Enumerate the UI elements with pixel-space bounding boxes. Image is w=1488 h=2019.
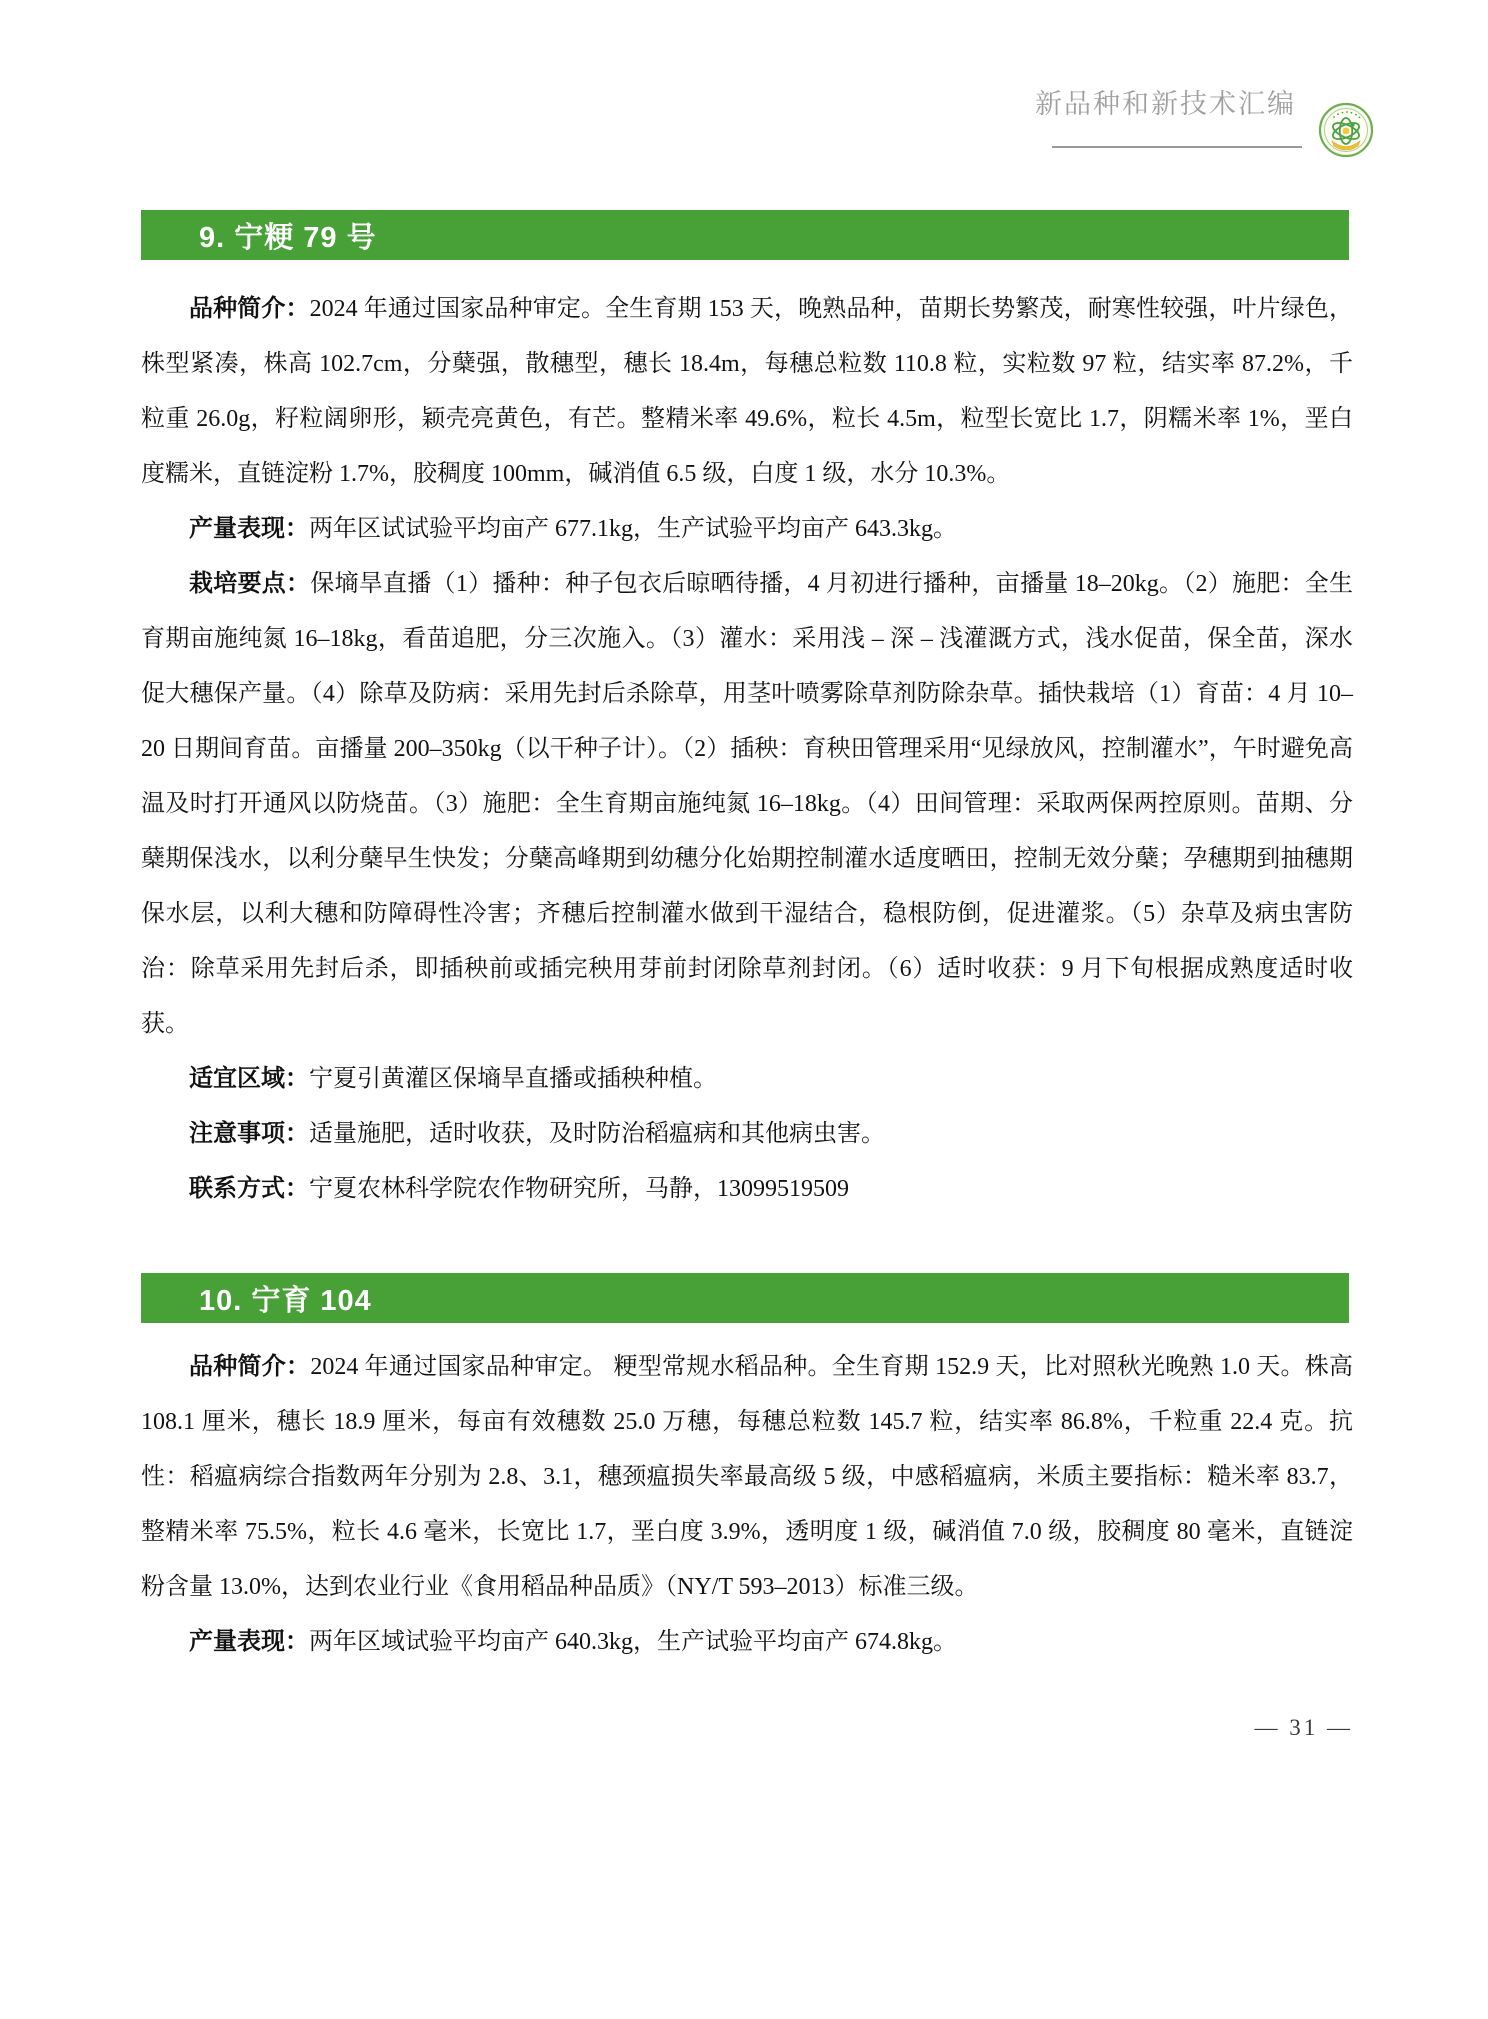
paragraph-label: 栽培要点： [189,571,311,597]
paragraph-notes [141,1107,1353,1162]
paragraph-contact [141,1162,1353,1217]
paragraph-text: 2024 年通过国家品种审定。全生育期 153 天，晚熟品种，苗期长势繁茂，耐寒性较强，叶片绿色，株型紧凑，株高 102.7cm，分蘖强，散穗型，穗长 18.4m，每穗总粒数 110.8 粒，实粒数 97 粒，结实率 87.2%，千粒重 26.0g，籽粒阔卵形，颖壳亮黄色，有芒。整精米率 49.6%，粒长 4.5m，粒型长宽比 1.7，阴糯米率 1%，垩白度糯米，直链淀粉 1.7%，胶稠度 100mm，碱消值 6.5 级，白度 1 级，水分 10.3%。 [141,296,1354,487]
paragraph-variety-intro [141,282,1353,502]
paragraph-text: 宁夏引黄灌区保墒旱直播或插秧种植。 [309,1066,717,1092]
paragraph-variety-intro [141,1340,1353,1615]
paragraph-yield [141,1615,1353,1670]
section-heading: 10. 宁育 104 [199,1284,372,1317]
paragraph-yield [141,502,1353,557]
section-heading: 9. 宁粳 79 号 [199,221,377,254]
section-10-body [141,1340,1353,1670]
paragraph-text: 两年区试试验平均亩产 677.1kg，生产试验平均亩产 643.3kg。 [309,516,957,542]
paragraph-label: 联系方式： [189,1176,309,1202]
paragraph-suitable-region [141,1052,1353,1107]
paragraph-label: 产量表现： [189,516,309,542]
page-number: — 31 — [1254,1715,1353,1740]
section-9-body [141,282,1353,1217]
paragraph-text: 2024 年通过国家品种审定。 粳型常规水稻品种。全生育期 152.9 天，比对照秋光晚熟 1.0 天。株高 108.1 厘米，穗长 18.9 厘米，每亩有效穗数 25.0 万穗，每穗总粒数 145.7 粒，结实率 86.8%，千粒重 22.4 克。抗性：稻瘟病综合指数两年分别为 2.8、3.1，穗颈瘟损失率最高级 5 级，中感稻瘟病，米质主要指标：糙米率 83.7，整精米率 75.5%，粒长 4.6 毫米，长宽比 1.7，垩白度 3.9%，透明度 1 级，碱消值 7.0 级，胶稠度 80 毫米，直链淀粉含量 13.0%，达到农业行业《食用稻品种品质》（NY/T 593–2013）标准三级。 [141,1354,1354,1600]
page-header-title: 新品种和新技术汇编 [1035,89,1296,119]
header-rule [1052,146,1302,148]
paragraph-text: 宁夏农林科学院农作物研究所，马静，13099519509 [309,1176,849,1202]
section-banner-9 [141,210,1349,260]
section-banner-10 [141,1273,1349,1323]
paragraph-text: 两年区域试验平均亩产 640.3kg，生产试验平均亩产 674.8kg。 [309,1629,957,1655]
page-footer [0,1708,1353,1748]
paragraph-label: 产量表现： [189,1629,309,1655]
paragraph-text: 适量施肥，适时收获，及时防治稻瘟病和其他病虫害。 [309,1121,885,1147]
academy-emblem-icon [1318,102,1374,158]
paragraph-label: 注意事项： [189,1121,309,1147]
paragraph-text: 保墒旱直播（1）播种：种子包衣后晾晒待播，4 月初进行播种，亩播量 18–20kg。（2）施肥：全生育期亩施纯氮 16–18kg，看苗追肥，分三次施入。（3）灌水：采用浅 – 深 – 浅灌溉方式，浅水促苗，保全苗，深水促大穗保产量。（4）除草及防病：采用先封后杀除草，用茎叶喷雾除草剂防除杂草。插快栽培（1）育苗：4 月 10–20 日期间育苗。亩播量 200–350kg（以干种子计）。（2）插秧：育秧田管理采用“见绿放风，控制灌水”，午时避免高温及时打开通风以防烧苗。（3）施肥：全生育期亩施纯氮 16–18kg。（4）田间管理：采取两保两控原则。苗期、分蘖期保浅水，以利分蘖早生快发；分蘖高峰期到幼穗分化始期控制灌水适度晒田，控制无效分蘖；孕穗期到抽穗期保水层，以利大穗和防障碍性冷害；齐穗后控制灌水做到干湿结合，稳根防倒，促进灌浆。（5）杂草及病虫害防治：除草采用先封后杀，即插秧前或插完秧用芽前封闭除草剂封闭。（6）适时收获：9 月下旬根据成熟度适时收获。 [141,571,1354,1037]
paragraph-label: 品种简介： [189,296,310,322]
paragraph-cultivation [141,557,1353,1052]
paragraph-label: 适宜区域： [189,1066,309,1092]
paragraph-label: 品种简介： [189,1354,311,1380]
